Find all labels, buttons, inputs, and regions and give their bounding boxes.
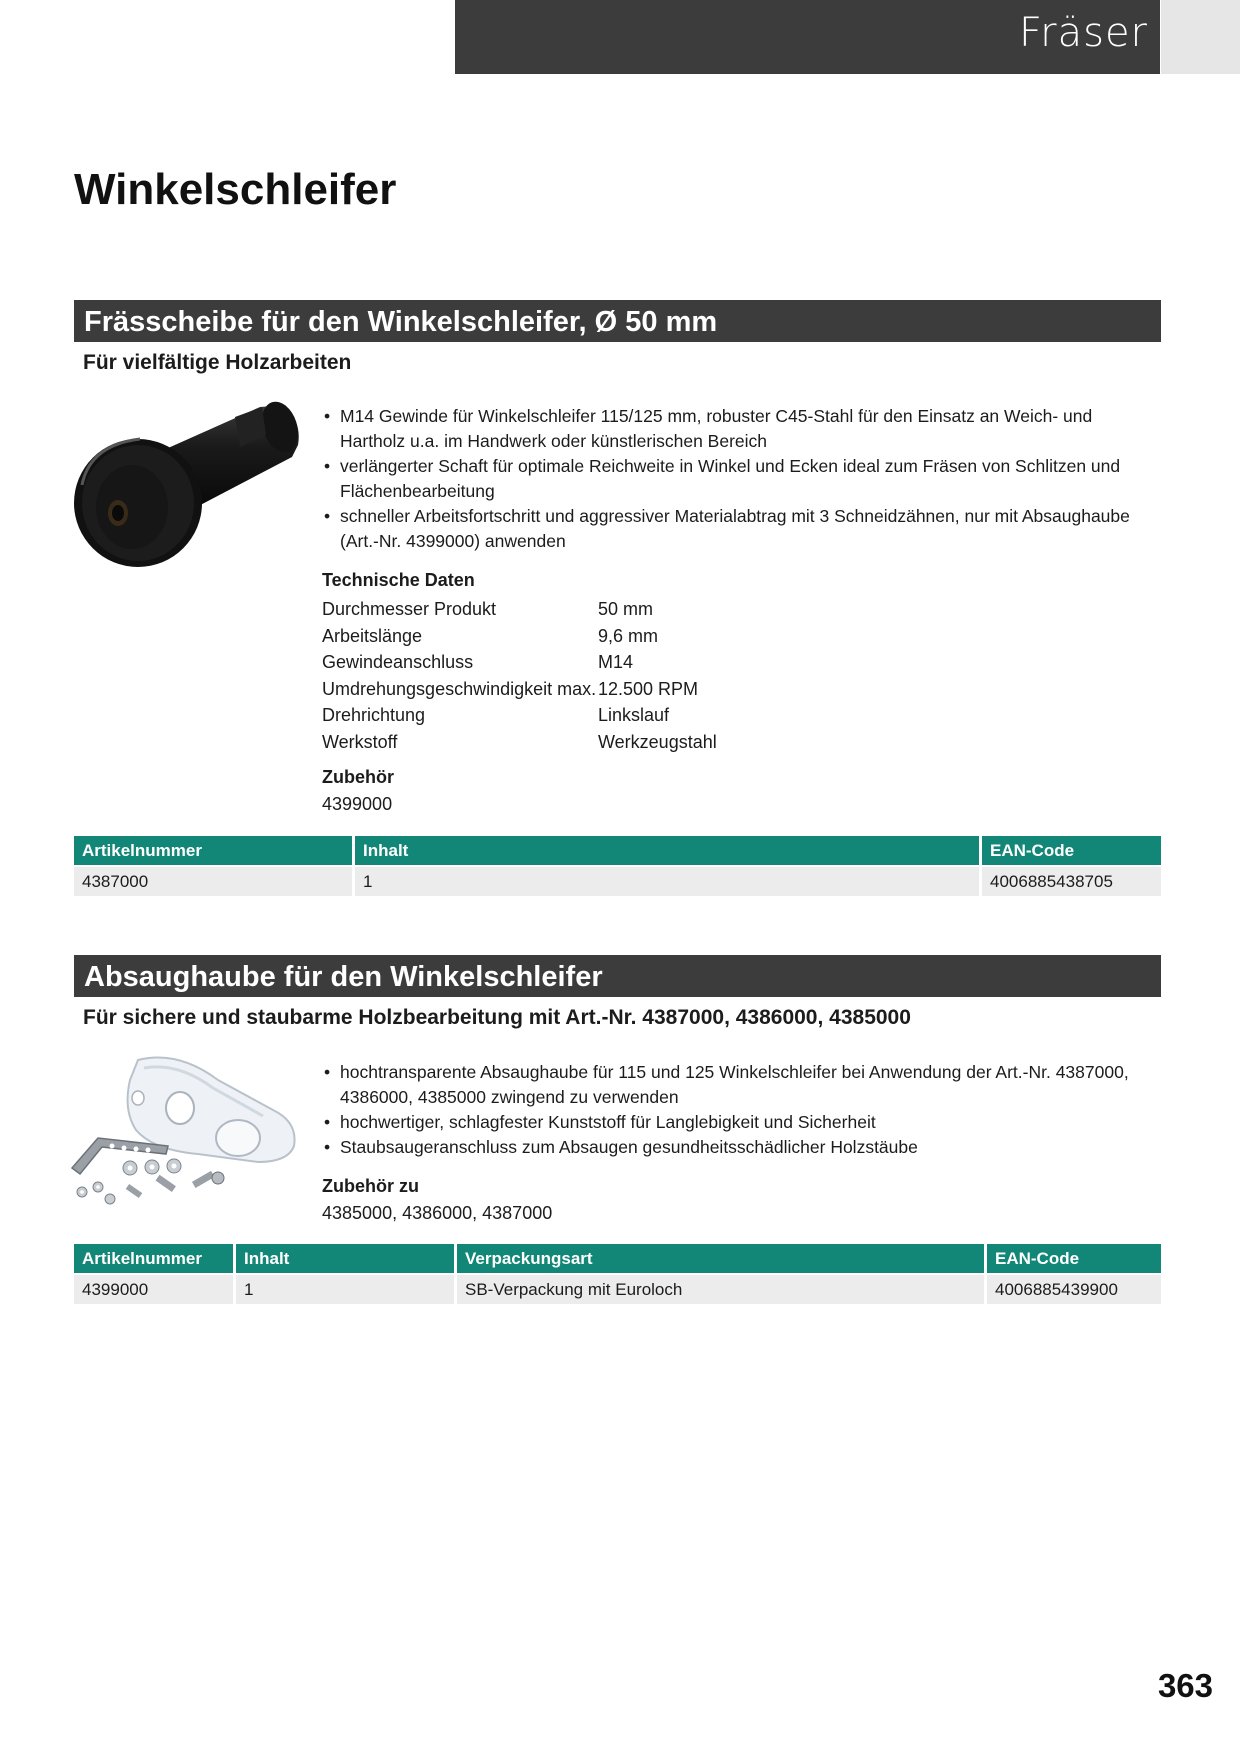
spec-key: Werkstoff (322, 731, 398, 752)
spec-key: Umdrehungsgeschwindigkeit max. (322, 678, 597, 699)
page-title: Winkelschleifer (74, 165, 397, 214)
tech-data-list (322, 596, 717, 756)
col-header: Inhalt (235, 1244, 456, 1274)
spec-row (322, 596, 717, 623)
category-header-bar (455, 0, 1160, 74)
table-cell: 4387000 (74, 866, 354, 896)
col-header: EAN-Code (986, 1244, 1162, 1274)
category-tab (1161, 0, 1240, 74)
spec-row (322, 676, 717, 703)
spec-key: Durchmesser Produkt (322, 599, 497, 619)
table-row (74, 1274, 1161, 1304)
spec-row (322, 623, 717, 650)
table-header-row (74, 1244, 1161, 1274)
spec-key: Arbeitslänge (322, 625, 423, 646)
spec-value: Linkslauf (598, 705, 670, 726)
feature-item: • schneller Arbeitsfortschritt und aggressiver Materialabtrag mit 3 Schneidzähnen, nur mit Absaughaube (Art.-Nr. 4399000) anwenden (322, 504, 1157, 554)
spec-row (322, 649, 717, 676)
spec-row (322, 729, 717, 756)
table-header-row (74, 836, 1161, 866)
accessory-value: 4385000, 4386000, 4387000 (322, 1203, 553, 1223)
feature-item: • verlängerter Schaft für optimale Reichweite in Winkel und Ecken ideal zum Fräsen von Schlitzen und Flächenbearbeitung (322, 454, 1157, 504)
product-subtitle: Für vielfältige Holzarbeiten (83, 351, 352, 374)
page-number: 363 (1157, 1667, 1213, 1704)
spec-key: Gewindeanschluss (322, 652, 474, 673)
spec-key: Drehrichtung (322, 705, 426, 726)
table-cell: 4006885439900 (986, 1274, 1162, 1304)
col-header: Artikelnummer (74, 836, 354, 866)
col-header: Verpackungsart (456, 1244, 986, 1274)
product-features (322, 404, 1157, 554)
col-header: Artikelnummer (74, 1244, 235, 1274)
article-table (74, 1244, 1161, 1304)
product-title: Absaughaube für den Winkelschleifer (84, 961, 603, 993)
tech-data-heading: Technische Daten (322, 570, 475, 590)
product-title: Frässcheibe für den Winkelschleifer, Ø 50 mm (84, 306, 718, 338)
accessory-heading: Zubehör (322, 767, 394, 787)
col-header: EAN-Code (981, 836, 1162, 866)
product-subtitle: Für sichere und staubarme Holzbearbeitung mit Art.-Nr. 4387000, 4386000, 4385000 (83, 1006, 911, 1029)
article-table (74, 836, 1161, 896)
accessory-heading: Zubehör zu (322, 1176, 419, 1196)
dust-hood-image (68, 1050, 308, 1210)
spec-value: 9,6 mm (598, 625, 659, 646)
col-header: Inhalt (354, 836, 981, 866)
router-disc-image (70, 395, 310, 575)
table-cell: SB-Verpackung mit Euroloch (456, 1274, 986, 1304)
table-cell: 4006885438705 (981, 866, 1162, 896)
product-title-bar (74, 300, 1161, 342)
spec-value: 12.500 RPM (598, 678, 699, 699)
feature-item: • hochtransparente Absaughaube für 115 und 125 Winkelschleifer bei Anwendung der Art.-Nr. 4387000, 4386000, 4385000 zwingend zu verwenden (322, 1060, 1157, 1110)
table-cell: 4399000 (74, 1274, 235, 1304)
product-title-bar (74, 955, 1161, 997)
category-title: Fräser (1019, 10, 1148, 56)
table-cell: 1 (235, 1274, 456, 1304)
spec-value: M14 (598, 652, 634, 673)
spec-value: Werkzeugstahl (598, 731, 717, 752)
accessory-value: 4399000 (322, 794, 393, 814)
spec-value: 50 mm (598, 599, 654, 619)
feature-item: • hochwertiger, schlagfester Kunststoff für Langlebigkeit und Sicherheit (322, 1110, 1157, 1135)
table-cell: 1 (354, 866, 981, 896)
feature-item: • Staubsaugeranschluss zum Absaugen gesundheitsschädlicher Holzstäube (322, 1135, 1157, 1160)
spec-row (322, 702, 717, 729)
feature-item: • M14 Gewinde für Winkelschleifer 115/125 mm, robuster C45-Stahl für den Einsatz an Weich- und Hartholz u.a. im Handwerk oder künstlerischen Bereich (322, 404, 1157, 454)
product-features (322, 1060, 1157, 1160)
table-row (74, 866, 1161, 896)
